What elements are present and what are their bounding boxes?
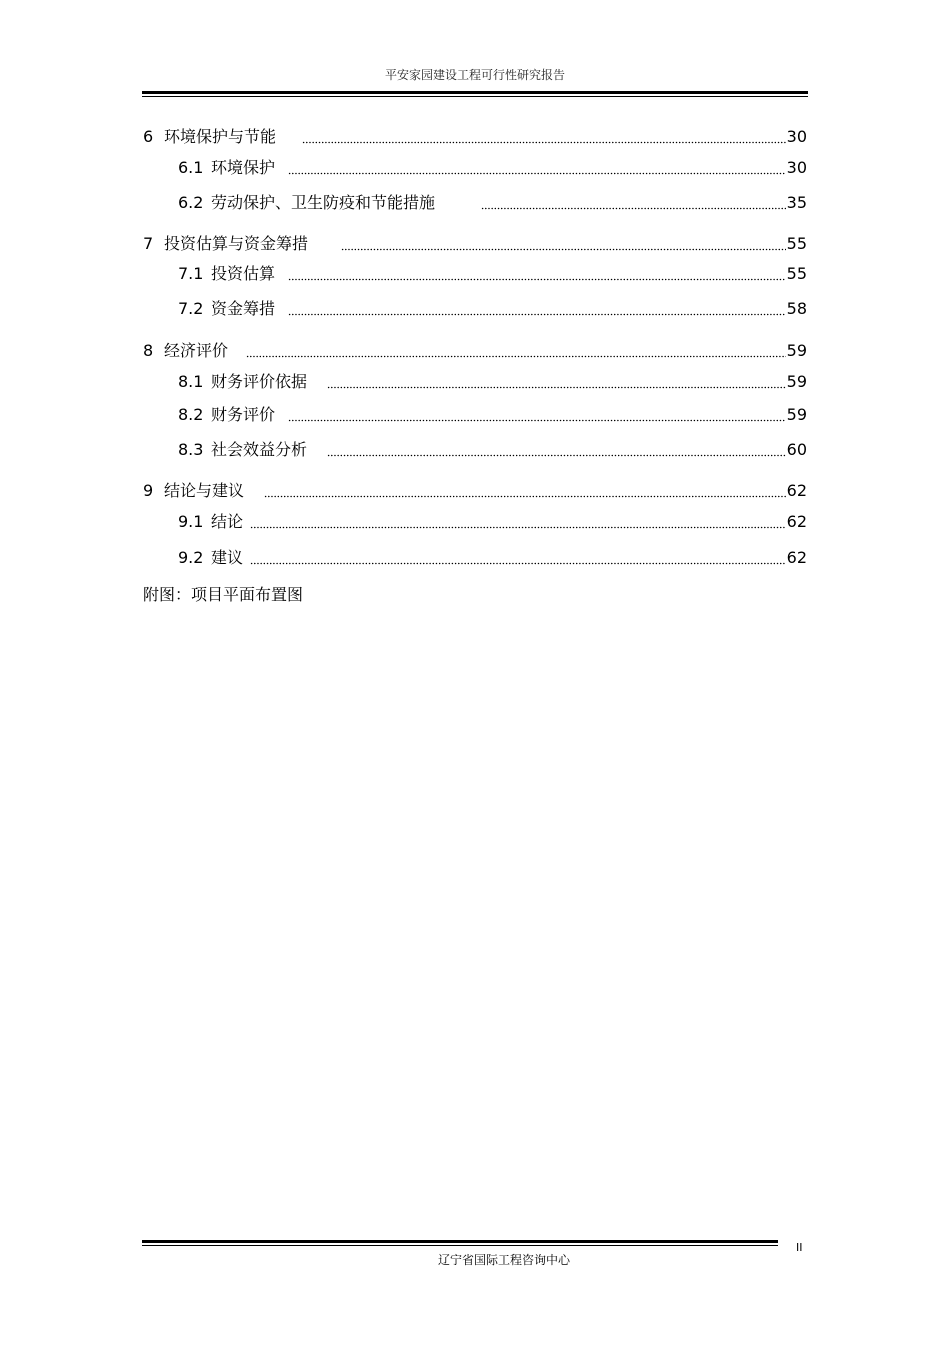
toc-entry-page: 59 — [786, 372, 807, 391]
toc-entry-number: 9.2 — [178, 548, 204, 567]
toc-entry-label: 财务评价 — [211, 405, 276, 424]
toc-entry-number: 8 — [143, 341, 154, 360]
toc-dot-leader — [481, 192, 786, 214]
toc-dot-leader — [341, 233, 786, 255]
toc-entry-label: 结论 — [211, 512, 244, 531]
toc-entry-page: 59 — [786, 405, 807, 424]
toc-entry-page: 55 — [786, 234, 807, 253]
toc-dot-leader — [264, 480, 786, 502]
toc-dot-leader — [246, 340, 786, 362]
footer-rule-thin — [142, 1245, 778, 1246]
toc-entry[interactable] — [0, 511, 950, 533]
toc-entry-number: 8.2 — [178, 405, 204, 424]
toc-dot-leader — [288, 404, 786, 426]
toc-entry-label: 社会效益分析 — [211, 440, 308, 459]
toc-entry-page: 35 — [786, 193, 807, 212]
toc-entry-label: 结论与建议 — [164, 481, 245, 500]
toc-dot-leader — [302, 126, 786, 148]
toc-entry-page: 62 — [786, 481, 807, 500]
footer-rule-thick — [142, 1240, 778, 1243]
toc-entry[interactable] — [0, 439, 950, 461]
footer-organization: 辽宁省国际工程咨询中心 — [437, 1253, 570, 1267]
toc-entry-number: 6 — [143, 127, 154, 146]
toc-entry-page: 55 — [786, 264, 807, 283]
toc-entry[interactable] — [0, 157, 950, 179]
toc-entry-page: 58 — [786, 299, 807, 318]
toc-entry-page: 59 — [786, 341, 807, 360]
toc-entry-number: 6.1 — [178, 158, 204, 177]
toc-entry-number: 7.2 — [178, 299, 204, 318]
toc-dot-leader — [250, 547, 786, 569]
toc-entry[interactable] — [0, 480, 950, 502]
toc-entry[interactable] — [0, 263, 950, 285]
toc-entry-number: 9 — [143, 481, 154, 500]
toc-entry-label: 经济评价 — [164, 341, 229, 360]
toc-entry-page: 60 — [786, 440, 807, 459]
toc-entry-label: 建议 — [211, 548, 244, 567]
toc-dot-leader — [288, 298, 786, 320]
toc-entry-label: 资金筹措 — [211, 299, 276, 318]
toc-entry-page: 62 — [786, 512, 807, 531]
toc-dot-leader — [327, 371, 786, 393]
toc-entry[interactable] — [0, 192, 950, 214]
toc-entry-label: 环境保护 — [211, 158, 276, 177]
toc-entry-page: 30 — [786, 127, 807, 146]
toc-entry[interactable] — [0, 340, 950, 362]
toc-dot-leader — [288, 157, 786, 179]
toc-entry-label: 环境保护与节能 — [164, 127, 277, 146]
toc-entry-number: 7.1 — [178, 264, 204, 283]
toc-entry-number: 7 — [143, 234, 154, 253]
toc-entry[interactable] — [0, 233, 950, 255]
toc-entry-number: 6.2 — [178, 193, 204, 212]
toc-entry-number: 9.1 — [178, 512, 204, 531]
toc-entry-number: 8.3 — [178, 440, 204, 459]
toc-dot-leader — [327, 439, 786, 461]
toc-dot-leader — [288, 263, 786, 285]
document-title: 平安家园建设工程可行性研究报告 — [384, 68, 565, 82]
toc-entry[interactable] — [0, 404, 950, 426]
toc-entry-page: 62 — [786, 548, 807, 567]
toc-entry-number: 8.1 — [178, 372, 204, 391]
toc-entry-label: 投资估算与资金筹措 — [164, 234, 309, 253]
toc-entry[interactable] — [0, 298, 950, 320]
toc-entry[interactable] — [0, 126, 950, 148]
page-number: II — [796, 1241, 803, 1254]
toc-entry-label: 劳动保护、卫生防疫和节能措施 — [211, 193, 436, 212]
toc-entry-page: 30 — [786, 158, 807, 177]
toc-entry-label: 投资估算 — [211, 264, 276, 283]
toc-dot-leader — [250, 511, 786, 533]
toc-entry[interactable] — [0, 547, 950, 569]
toc-entry[interactable] — [0, 371, 950, 393]
toc-entry-label: 财务评价依据 — [211, 372, 308, 391]
appendix-entry[interactable]: 附图：项目平面布置图 — [143, 585, 304, 604]
